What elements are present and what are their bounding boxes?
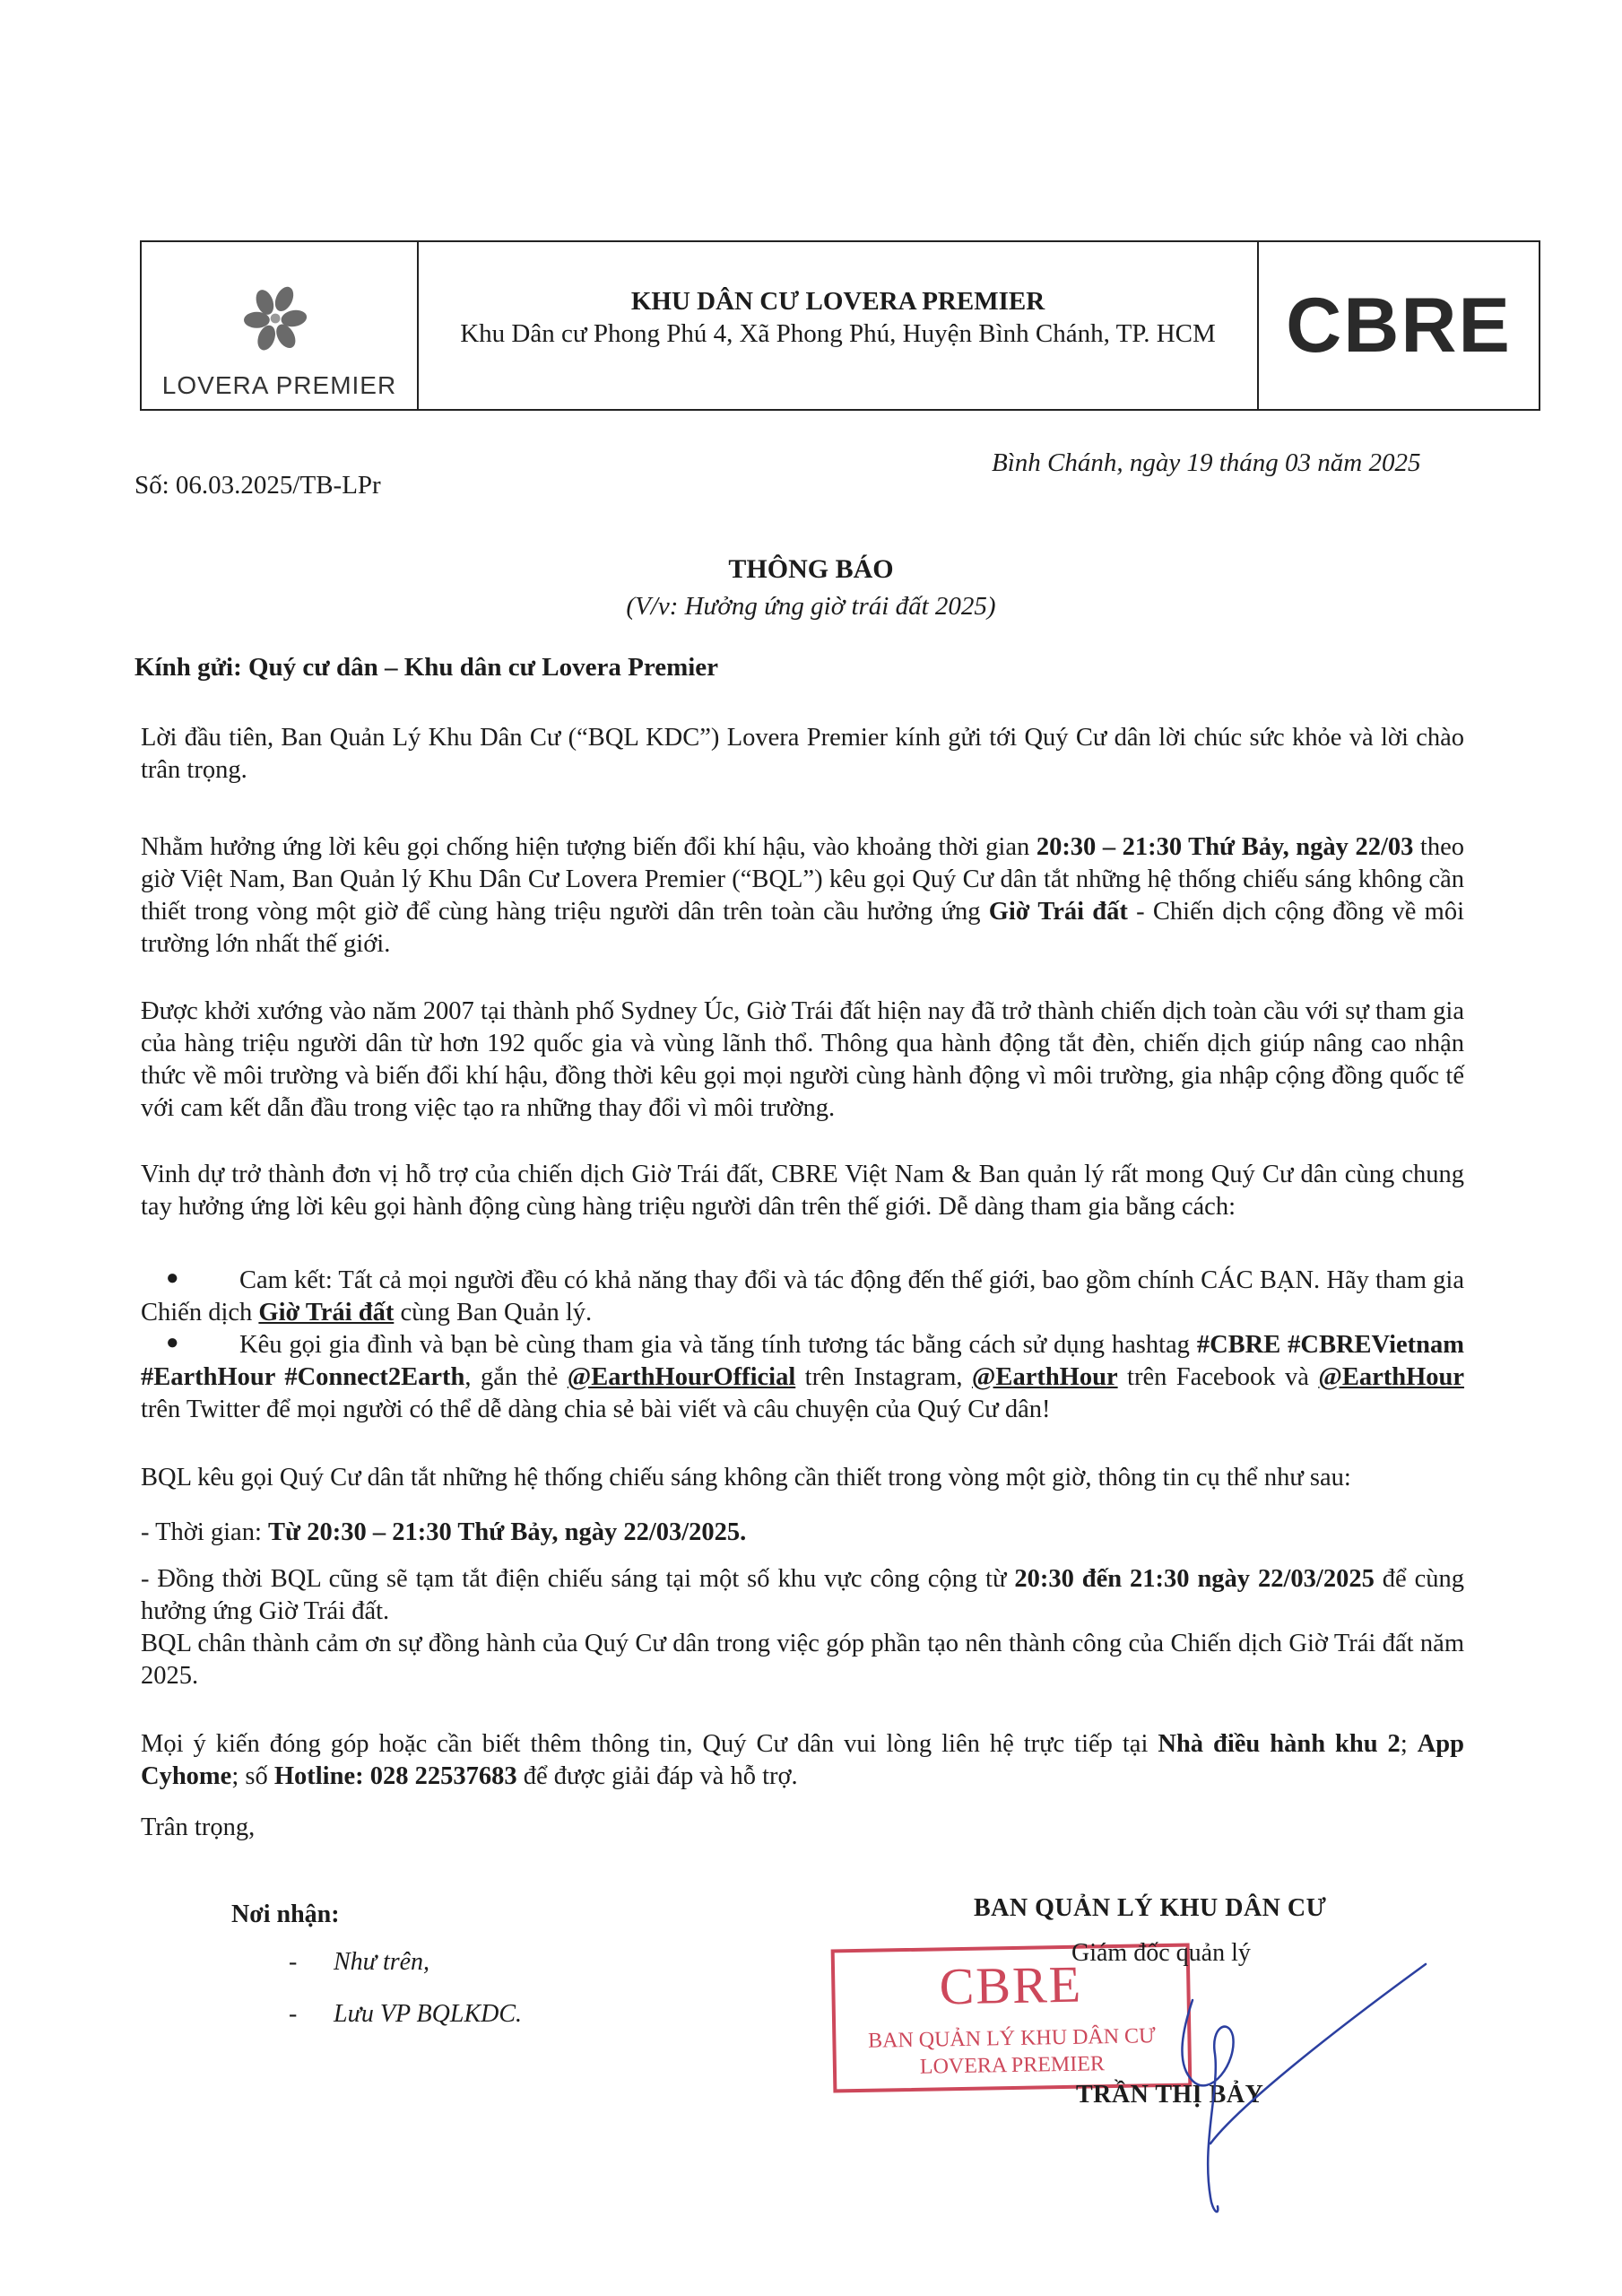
paragraph-greeting: Lời đầu tiên, Ban Quản Lý Khu Dân Cư (“BQL KDC”) Lovera Premier kính gửi tới Quý Cư dân lời chúc sức khỏe và lời chào trân trọng. xyxy=(141,724,1464,784)
letterhead-center xyxy=(419,242,1259,409)
stamp-line-1: BAN QUẢN LÝ KHU DÂN CƯ xyxy=(867,2024,1156,2053)
letterhead-address: Khu Dân cư Phong Phú 4, Xã Phong Phú, Huyện Bình Chánh, TP. HCM xyxy=(460,319,1216,348)
signature-role: Giám đốc quản lý xyxy=(1071,1939,1251,1967)
details-intro: BQL kêu gọi Quý Cư dân tắt những hệ thống chiếu sáng không cần thiết trong vòng một giờ, thông tin cụ thể như sau: xyxy=(141,1464,1351,1492)
bullet-dot: ● xyxy=(166,1266,179,1290)
notice-subject: (V/v: Hưởng ứng giờ trái đất 2025) xyxy=(626,592,996,621)
recipient-item: Như trên, xyxy=(334,1948,430,1976)
stamp-brand: CBRE xyxy=(939,1954,1083,2016)
signature-name: TRẦN THỊ BẢY xyxy=(1076,2081,1264,2109)
lovera-logo-cell xyxy=(142,242,419,409)
lovera-flower-icon xyxy=(236,278,317,359)
paragraph-call-to-action: Nhằm hưởng ứng lời kêu gọi chống hiện tượng biến đổi khí hậu, vào khoảng thời gian 20:30 – 21:30 Thứ Bảy, ngày 22/03 theo giờ Việt Nam, Ban Quản lý Khu Dân Cư Lovera Premier (“BQL”) kêu gọi Quý Cư dân tắt những hệ thống chiếu sáng không cần thiết trong vòng một giờ để cùng hàng triệu người dân trên toàn cầu hưởng ứng Giờ Trái đất - Chiến dịch cộng đồng về môi trường lớn nhất thế giới. xyxy=(141,833,1465,958)
document-date: Bình Chánh, ngày 19 tháng 03 năm 2025 xyxy=(992,448,1421,477)
recipient-dash: - xyxy=(289,2000,298,2028)
contact-info: Mọi ý kiến đóng góp hoặc cần biết thêm thông tin, Quý Cư dân vui lòng liên hệ trực tiếp tại Nhà điều hành khu 2; App Cyhome; số Hotline: 028 22537683 để được giải đáp và hỗ trợ. xyxy=(141,1730,1465,1790)
bullet-hashtags: Kêu gọi gia đình và bạn bè cùng tham gia và tăng tính tương tác bằng cách sử dụng hashtag #CBRE #CBREVietnam #EarthHour #Connect2Earth, gắn thẻ @EarthHourOfficial trên Instagram, @EarthHour trên Facebook và @EarthHour trên Twitter để mọi người có thể dễ dàng chia sẻ bài viết và câu chuyện của Quý Cư dân! xyxy=(141,1331,1464,1423)
details-thanks: BQL chân thành cảm ơn sự đồng hành của Quý Cư dân trong việc góp phần tạo nên thành công của Chiến dịch Giờ Trái đất năm 2025. xyxy=(141,1630,1464,1690)
paragraph-support: Vinh dự trở thành đơn vị hỗ trợ của chiến dịch Giờ Trái đất, CBRE Việt Nam & Ban quản lý rất mong Quý Cư dân cùng chung tay hưởng ứng lời kêu gọi hành động cùng hàng triệu người dân trên thế giới. Dễ dàng tham gia bằng cách: xyxy=(141,1161,1464,1221)
letterhead-title: KHU DÂN CƯ LOVERA PREMIER xyxy=(630,287,1045,316)
cbre-logo-cell xyxy=(1259,242,1539,409)
closing: Trân trọng, xyxy=(141,1813,256,1841)
stamp-line-2: LOVERA PREMIER xyxy=(919,2052,1106,2079)
recipient-item: Lưu VP BQLKDC. xyxy=(334,2000,523,2028)
handwritten-signature xyxy=(1058,1928,1435,2224)
letterhead xyxy=(140,240,1540,411)
details-public-lighting: - Đồng thời BQL cũng sẽ tạm tắt điện chiếu sáng tại một số khu vực công cộng từ 20:30 đến 21:30 ngày 22/03/2025 để cùng hưởng ứng Giờ Trái đất. xyxy=(141,1565,1464,1625)
cbre-logo: CBRE xyxy=(1286,283,1512,369)
bullet-dot: ● xyxy=(166,1331,179,1354)
notice-title: THÔNG BÁO xyxy=(728,554,894,584)
paragraph-history: Được khởi xướng vào năm 2007 tại thành phố Sydney Úc, Giờ Trái đất hiện nay đã trở thành chiến dịch toàn cầu với sự tham gia của hàng triệu người dân từ hơn 192 quốc gia và vùng lãnh thổ. Thông qua hành động tắt đèn, chiến dịch giúp nâng cao nhận thức về môi trường và biến đổi khí hậu, đồng thời kêu gọi mọi người cùng hành động vì môi trường, gia nhập cộng đồng quốc tế với cam kết dẫn đầu trong việc tạo ra những thay đổi vì môi trường. xyxy=(141,997,1464,1122)
lovera-logo-text: LOVERA PREMIER xyxy=(161,371,397,399)
signature-organization: BAN QUẢN LÝ KHU DÂN CƯ xyxy=(974,1894,1327,1922)
recipients-heading: Nơi nhận: xyxy=(231,1900,340,1928)
reference-number: Số: 06.03.2025/TB-LPr xyxy=(134,471,381,500)
bullet-commit: Cam kết: Tất cả mọi người đều có khả năng thay đổi và tác động đến thế giới, bao gồm chính CÁC BẠN. Hãy tham gia Chiến dịch Giờ Trái đất cùng Ban Quản lý. xyxy=(141,1266,1464,1326)
addressee: Kính gửi: Quý cư dân – Khu dân cư Lovera Premier xyxy=(134,653,719,682)
details-time: - Thời gian: Từ 20:30 – 21:30 Thứ Bảy, ngày 22/03/2025. xyxy=(141,1518,747,1546)
recipient-dash: - xyxy=(289,1948,298,1976)
